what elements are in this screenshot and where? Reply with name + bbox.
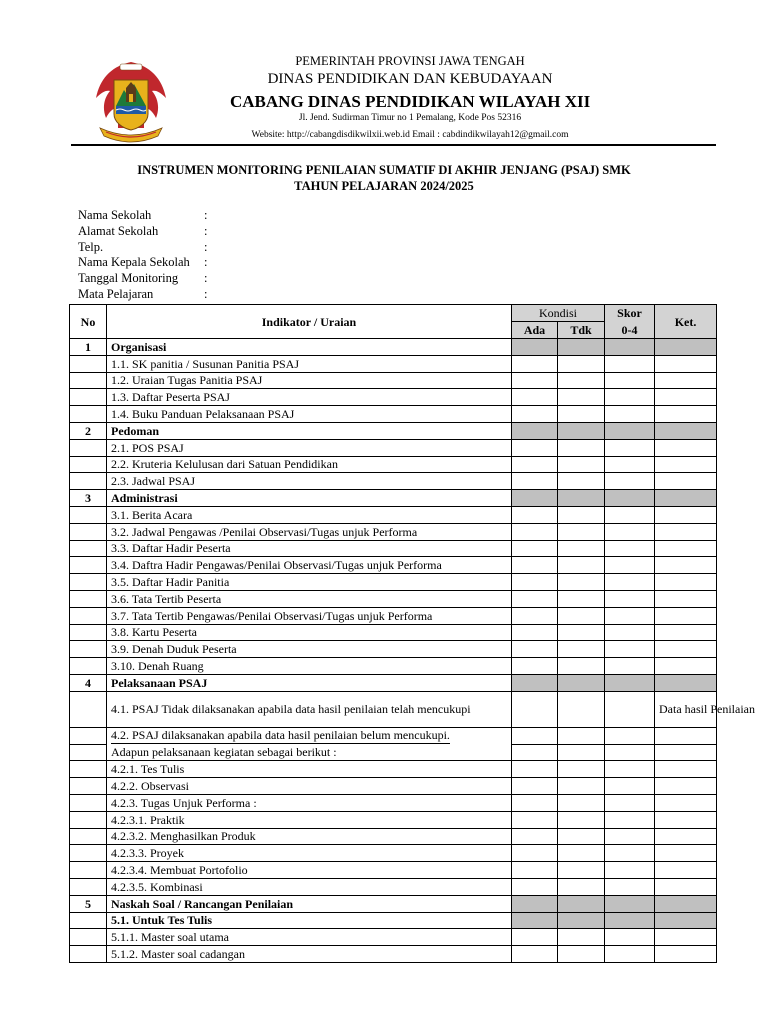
- no-cell: [70, 845, 107, 862]
- item-text: 3.7. Tata Tertib Pengawas/Penilai Observasi/Tugas unjuk Performa: [107, 607, 512, 624]
- table-row: [70, 473, 717, 490]
- ket-cell[interactable]: [655, 490, 717, 507]
- section-title: Pelaksanaan PSAJ: [107, 674, 512, 691]
- skor-cell[interactable]: [605, 540, 655, 557]
- info-colon: :: [204, 239, 208, 254]
- ket-cell[interactable]: [655, 506, 717, 523]
- ada-cell[interactable]: [512, 878, 558, 895]
- tdk-cell[interactable]: [558, 389, 605, 406]
- ket-cell[interactable]: [655, 557, 717, 574]
- skor-cell[interactable]: [605, 355, 655, 372]
- letterhead: [0, 0, 768, 150]
- info-label: Tanggal Monitoring: [78, 271, 179, 286]
- skor-cell[interactable]: [605, 422, 655, 439]
- section-number: 2: [70, 422, 107, 439]
- table-row: [70, 929, 717, 946]
- item-text: 4.2.3.4. Membuat Portofolio: [107, 862, 512, 879]
- no-cell: [70, 761, 107, 778]
- section-number: 1: [70, 339, 107, 356]
- jawa-tengah-emblem-icon: [92, 58, 170, 142]
- letterhead-website: Website: http://cabangdisdikwilxii.web.id Email : cabdindikwilayah12@gmail.com: [251, 130, 569, 140]
- tdk-cell[interactable]: [558, 912, 605, 929]
- no-cell: [70, 929, 107, 946]
- item-text: 1.4. Buku Panduan Pelaksanaan PSAJ: [107, 406, 512, 423]
- item-text: 4.2.3.3. Proyek: [107, 845, 512, 862]
- info-row-alamat-sekolah: [78, 224, 478, 240]
- item-text: 1.3. Daftar Peserta PSAJ: [107, 389, 512, 406]
- tdk-cell[interactable]: [558, 929, 605, 946]
- item-text: 5.1.1. Master soal utama: [107, 929, 512, 946]
- tdk-cell[interactable]: [558, 761, 605, 778]
- ada-cell[interactable]: [512, 778, 558, 795]
- table-row: [70, 406, 717, 423]
- no-cell: [70, 389, 107, 406]
- ada-cell[interactable]: [512, 389, 558, 406]
- tdk-cell[interactable]: [558, 946, 605, 963]
- section-title: Administrasi: [107, 490, 512, 507]
- tdk-cell[interactable]: [558, 607, 605, 624]
- info-row-nama-sekolah: [78, 208, 478, 224]
- item-text: 5.1.2. Master soal cadangan: [107, 946, 512, 963]
- item-text: Adapun pelaksanaan kegiatan sebagai berikut :: [107, 744, 512, 761]
- tdk-cell[interactable]: [558, 794, 605, 811]
- no-cell: [70, 878, 107, 895]
- header-no: No: [70, 305, 107, 339]
- skor-cell[interactable]: [605, 912, 655, 929]
- table-row: [70, 355, 717, 372]
- no-cell: [70, 473, 107, 490]
- skor-cell[interactable]: [605, 456, 655, 473]
- ket-cell[interactable]: [655, 811, 717, 828]
- skor-cell[interactable]: [605, 624, 655, 641]
- table-row: [70, 761, 717, 778]
- table-row: [70, 744, 717, 761]
- no-cell: [70, 828, 107, 845]
- section-row: [70, 674, 717, 691]
- ket-cell[interactable]: [655, 727, 717, 744]
- ada-cell[interactable]: [512, 355, 558, 372]
- skor-cell[interactable]: [605, 506, 655, 523]
- ket-cell[interactable]: [655, 674, 717, 691]
- tdk-cell[interactable]: [558, 339, 605, 356]
- table-row: [70, 557, 717, 574]
- table-row: [70, 439, 717, 456]
- header-tdk: Tdk: [558, 322, 605, 339]
- tdk-cell[interactable]: [558, 473, 605, 490]
- skor-cell[interactable]: [605, 641, 655, 658]
- no-cell: [70, 691, 107, 727]
- ada-cell[interactable]: [512, 828, 558, 845]
- ada-cell[interactable]: [512, 422, 558, 439]
- skor-cell[interactable]: [605, 473, 655, 490]
- item-text: 2.2. Kruteria Kelulusan dari Satuan Pendidikan: [107, 456, 512, 473]
- header-ada: Ada: [512, 322, 558, 339]
- skor-cell[interactable]: [605, 761, 655, 778]
- no-cell: [70, 406, 107, 423]
- ket-cell[interactable]: [655, 372, 717, 389]
- ada-cell[interactable]: [512, 574, 558, 591]
- skor-cell[interactable]: [605, 406, 655, 423]
- info-label: Mata Pelajaran: [78, 286, 154, 301]
- item-text: 3.4. Daftra Hadir Pengawas/Penilai Observasi/Tugas unjuk Performa: [107, 557, 512, 574]
- ada-cell[interactable]: [512, 473, 558, 490]
- table-row: [70, 878, 717, 895]
- table-row: [70, 862, 717, 879]
- info-colon: :: [204, 271, 208, 286]
- ada-cell[interactable]: [512, 946, 558, 963]
- item-text: 2.3. Jadwal PSAJ: [107, 473, 512, 490]
- header-skor: Skor: [605, 305, 655, 322]
- ada-cell[interactable]: [512, 912, 558, 929]
- skor-cell[interactable]: [605, 778, 655, 795]
- ada-cell[interactable]: [512, 691, 558, 727]
- tdk-cell[interactable]: [558, 658, 605, 675]
- skor-cell[interactable]: [605, 828, 655, 845]
- item-text: 4.2.2. Observasi: [107, 778, 512, 795]
- letterhead-address: Jl. Jend. Sudirman Timur no 1 Pemalang, Kode Pos 52316: [298, 113, 522, 123]
- info-label: Alamat Sekolah: [78, 223, 159, 238]
- tdk-cell[interactable]: [558, 557, 605, 574]
- section-number: 3: [70, 490, 107, 507]
- tdk-cell[interactable]: [558, 845, 605, 862]
- tdk-cell[interactable]: [558, 862, 605, 879]
- skor-cell[interactable]: [605, 811, 655, 828]
- section-number: 5: [70, 895, 107, 912]
- no-cell: [70, 439, 107, 456]
- letterhead-branch: CABANG DINAS PENDIDIKAN WILAYAH XII: [230, 92, 591, 111]
- tdk-cell[interactable]: [558, 372, 605, 389]
- skor-cell[interactable]: [605, 691, 655, 727]
- ada-cell[interactable]: [512, 339, 558, 356]
- ada-cell[interactable]: [512, 658, 558, 675]
- item-text: 3.9. Denah Duduk Peserta: [107, 641, 512, 658]
- item-text-cell: [107, 727, 512, 744]
- tdk-cell[interactable]: [558, 523, 605, 540]
- ada-cell[interactable]: [512, 490, 558, 507]
- ket-cell[interactable]: [655, 339, 717, 356]
- table-row: [70, 691, 717, 727]
- ada-cell[interactable]: [512, 744, 558, 761]
- no-cell: [70, 778, 107, 795]
- ada-cell[interactable]: [512, 641, 558, 658]
- table-row: [70, 727, 717, 744]
- ada-cell[interactable]: [512, 590, 558, 607]
- skor-cell[interactable]: [605, 607, 655, 624]
- item-text: 4.2.3.2. Menghasilkan Produk: [107, 828, 512, 845]
- tdk-cell[interactable]: [558, 590, 605, 607]
- no-cell: [70, 744, 107, 761]
- ada-cell[interactable]: [512, 674, 558, 691]
- ada-cell[interactable]: [512, 761, 558, 778]
- skor-cell[interactable]: [605, 878, 655, 895]
- no-cell: [70, 523, 107, 540]
- tdk-cell[interactable]: [558, 506, 605, 523]
- tdk-cell[interactable]: [558, 744, 605, 761]
- no-cell: [70, 557, 107, 574]
- tdk-cell[interactable]: [558, 406, 605, 423]
- ada-cell[interactable]: [512, 557, 558, 574]
- table-row: [70, 506, 717, 523]
- item-text: 3.2. Jadwal Pengawas /Penilai Observasi/Tugas unjuk Performa: [107, 523, 512, 540]
- skor-cell[interactable]: [605, 658, 655, 675]
- skor-cell[interactable]: [605, 744, 655, 761]
- ket-cell[interactable]: [655, 778, 717, 795]
- tdk-cell[interactable]: [558, 828, 605, 845]
- document-title: INSTRUMEN MONITORING PENILAIAN SUMATIF DI AKHIR JENJANG (PSAJ) SMK: [137, 163, 631, 177]
- subsection-row: [70, 912, 717, 929]
- skor-cell[interactable]: [605, 674, 655, 691]
- table-row: [70, 811, 717, 828]
- skor-cell[interactable]: [605, 794, 655, 811]
- no-cell: [70, 641, 107, 658]
- table-row: [70, 845, 717, 862]
- tdk-cell[interactable]: [558, 456, 605, 473]
- item-text: 1.2. Uraian Tugas Panitia PSAJ: [107, 372, 512, 389]
- no-cell: [70, 912, 107, 929]
- ket-cell[interactable]: [655, 744, 717, 761]
- item-text: 3.8. Kartu Peserta: [107, 624, 512, 641]
- item-text: 3.1. Berita Acara: [107, 506, 512, 523]
- table-row: [70, 778, 717, 795]
- skor-cell[interactable]: [605, 946, 655, 963]
- info-colon: :: [204, 255, 208, 270]
- ada-cell[interactable]: [512, 845, 558, 862]
- section-number: 4: [70, 674, 107, 691]
- skor-cell[interactable]: [605, 339, 655, 356]
- table-row: [70, 624, 717, 641]
- no-cell: [70, 574, 107, 591]
- item-text: 4.2.3.5. Kombinasi: [107, 878, 512, 895]
- table-row: [70, 574, 717, 591]
- tdk-cell[interactable]: [558, 540, 605, 557]
- no-cell: [70, 811, 107, 828]
- ket-cell[interactable]: [655, 473, 717, 490]
- ket-cell[interactable]: [655, 641, 717, 658]
- skor-cell[interactable]: [605, 845, 655, 862]
- section-row: [70, 490, 717, 507]
- no-cell: [70, 727, 107, 744]
- ada-cell[interactable]: [512, 811, 558, 828]
- tdk-cell[interactable]: [558, 574, 605, 591]
- table-row: [70, 641, 717, 658]
- skor-cell[interactable]: [605, 727, 655, 744]
- table-body: [70, 339, 755, 963]
- skor-cell[interactable]: [605, 557, 655, 574]
- no-cell: [70, 658, 107, 675]
- ada-cell[interactable]: [512, 794, 558, 811]
- info-label: Nama Kepala Sekolah: [78, 255, 190, 270]
- skor-cell[interactable]: [605, 895, 655, 912]
- info-label: Nama Sekolah: [78, 208, 152, 222]
- ket-cell[interactable]: [655, 862, 717, 879]
- ket-cell[interactable]: [655, 422, 717, 439]
- tdk-cell[interactable]: [558, 624, 605, 641]
- ada-cell[interactable]: [512, 372, 558, 389]
- skor-cell[interactable]: [605, 929, 655, 946]
- header-indikator: Indikator / Uraian: [107, 305, 512, 339]
- tdk-cell[interactable]: [558, 778, 605, 795]
- ket-cell[interactable]: [655, 439, 717, 456]
- table-row: [70, 389, 717, 406]
- info-colon: :: [204, 286, 208, 301]
- item-text: 3.6. Tata Tertib Peserta: [107, 590, 512, 607]
- item-text: 4.1. PSAJ Tidak dilaksanakan apabila data hasil penilaian telah mencukupi: [107, 691, 512, 727]
- ket-cell[interactable]: [655, 540, 717, 557]
- document-subtitle: TAHUN PELAJARAN 2024/2025: [294, 179, 474, 193]
- table-row: [70, 523, 717, 540]
- no-cell: [70, 624, 107, 641]
- ket-cell[interactable]: [655, 929, 717, 946]
- no-cell: [70, 540, 107, 557]
- no-cell: [70, 862, 107, 879]
- ket-cell[interactable]: [655, 523, 717, 540]
- letterhead-department: DINAS PENDIDIKAN DAN KEBUDAYAAN: [267, 71, 553, 87]
- table-row: [70, 590, 717, 607]
- item-text: 3.3. Daftar Hadir Peserta: [107, 540, 512, 557]
- table-row: [70, 456, 717, 473]
- ket-cell[interactable]: [655, 607, 717, 624]
- ket-cell[interactable]: [655, 590, 717, 607]
- tdk-cell[interactable]: [558, 439, 605, 456]
- skor-cell[interactable]: [605, 590, 655, 607]
- info-row-mata-pelajaran: [78, 287, 478, 303]
- ada-cell[interactable]: [512, 506, 558, 523]
- info-colon: :: [204, 223, 208, 238]
- tdk-cell[interactable]: [558, 878, 605, 895]
- ket-cell[interactable]: [655, 895, 717, 912]
- ket-cell[interactable]: [655, 624, 717, 641]
- ket-cell[interactable]: [655, 761, 717, 778]
- no-cell: [70, 946, 107, 963]
- tdk-cell[interactable]: [558, 811, 605, 828]
- skor-cell[interactable]: [605, 862, 655, 879]
- tdk-cell[interactable]: [558, 895, 605, 912]
- tdk-cell[interactable]: [558, 422, 605, 439]
- ket-cell[interactable]: [655, 946, 717, 963]
- section-title: Naskah Soal / Rancangan Penilaian: [107, 895, 512, 912]
- item-text: 1.1. SK panitia / Susunan Panitia PSAJ: [107, 355, 512, 372]
- ada-cell[interactable]: [512, 456, 558, 473]
- skor-cell[interactable]: [605, 574, 655, 591]
- tdk-cell[interactable]: [558, 355, 605, 372]
- table-row: [70, 946, 717, 963]
- ada-cell[interactable]: [512, 523, 558, 540]
- tdk-cell[interactable]: [558, 691, 605, 727]
- section-title: Organisasi: [107, 339, 512, 356]
- ada-cell[interactable]: [512, 862, 558, 879]
- ada-cell[interactable]: [512, 607, 558, 624]
- no-cell: [70, 794, 107, 811]
- monitoring-table: [69, 304, 755, 963]
- letterhead-government: PEMERINTAH PROVINSI JAWA TENGAH: [295, 54, 525, 68]
- section-row: [70, 339, 717, 356]
- ada-cell[interactable]: [512, 540, 558, 557]
- no-cell: [70, 607, 107, 624]
- tdk-cell[interactable]: [558, 727, 605, 744]
- tdk-cell[interactable]: [558, 674, 605, 691]
- school-info-block: [78, 208, 478, 303]
- info-row-telp: [78, 240, 478, 256]
- table-row: [70, 658, 717, 675]
- item-text: 4.2.1. Tes Tulis: [107, 761, 512, 778]
- item-text: 4.2.3. Tugas Unjuk Performa :: [107, 794, 512, 811]
- subsection-title: 5.1. Untuk Tes Tulis: [107, 912, 512, 929]
- ket-cell[interactable]: [655, 828, 717, 845]
- ada-cell[interactable]: [512, 929, 558, 946]
- table-row: [70, 828, 717, 845]
- letterhead-divider: [71, 144, 716, 146]
- item-text: 3.5. Daftar Hadir Panitia: [107, 574, 512, 591]
- ket-cell[interactable]: [655, 878, 717, 895]
- item-text: 3.10. Denah Ruang: [107, 658, 512, 675]
- tdk-cell[interactable]: [558, 641, 605, 658]
- table-row: [70, 372, 717, 389]
- ada-cell[interactable]: [512, 624, 558, 641]
- section-title: Pedoman: [107, 422, 512, 439]
- ket-cell[interactable]: [655, 355, 717, 372]
- table-row: [70, 540, 717, 557]
- header-kondisi: Kondisi: [512, 305, 605, 322]
- section-row: [70, 422, 717, 439]
- skor-cell[interactable]: [605, 490, 655, 507]
- table-row: [70, 794, 717, 811]
- ket-cell[interactable]: [655, 456, 717, 473]
- ket-cell[interactable]: [655, 845, 717, 862]
- ket-cell[interactable]: [655, 389, 717, 406]
- skor-cell[interactable]: [605, 389, 655, 406]
- item-text: 2.1. POS PSAJ: [107, 439, 512, 456]
- no-cell: [70, 590, 107, 607]
- no-cell: [70, 355, 107, 372]
- ada-cell[interactable]: [512, 439, 558, 456]
- info-row-kepala-sekolah: [78, 255, 478, 271]
- ket-cell[interactable]: [655, 912, 717, 929]
- ket-cell[interactable]: [655, 658, 717, 675]
- ada-cell[interactable]: [512, 406, 558, 423]
- ada-cell[interactable]: [512, 895, 558, 912]
- skor-cell[interactable]: [605, 372, 655, 389]
- ket-cell[interactable]: Data hasil Penilaian: [655, 691, 717, 727]
- header-skor-range: 0-4: [605, 322, 655, 339]
- skor-cell[interactable]: [605, 523, 655, 540]
- tdk-cell[interactable]: [558, 490, 605, 507]
- header-ket: Ket.: [655, 305, 717, 339]
- ada-cell[interactable]: [512, 727, 558, 744]
- no-cell: [70, 456, 107, 473]
- ket-cell[interactable]: [655, 794, 717, 811]
- section-row: [70, 895, 717, 912]
- skor-cell[interactable]: [605, 439, 655, 456]
- info-label: Telp.: [78, 239, 104, 254]
- item-text: 4.2. PSAJ dilaksanakan apabila data hasil penilaian belum mencukupi.: [111, 727, 450, 742]
- info-colon: :: [204, 208, 208, 222]
- ket-cell[interactable]: [655, 406, 717, 423]
- ket-cell[interactable]: [655, 574, 717, 591]
- info-row-tanggal-monitoring: [78, 271, 478, 287]
- table-row: [70, 607, 717, 624]
- item-text: 4.2.3.1. Praktik: [107, 811, 512, 828]
- no-cell: [70, 506, 107, 523]
- no-cell: [70, 372, 107, 389]
